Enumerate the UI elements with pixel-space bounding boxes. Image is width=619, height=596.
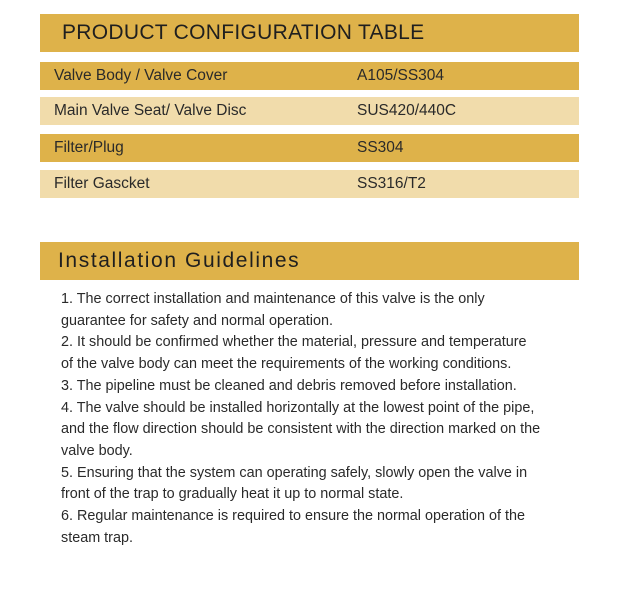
guideline-item: 6. Regular maintenance is required to ensure the normal operation of the steam trap. xyxy=(61,508,525,546)
config-table-row xyxy=(40,170,579,198)
guideline-item: 5. Ensuring that the system can operating safely, slowly open the valve in front of the trap to gradually heat it up to normal state. xyxy=(61,464,528,503)
config-row-label: Filter/Plug xyxy=(54,139,124,156)
config-table-row xyxy=(40,134,579,162)
config-table-row xyxy=(40,97,579,125)
guideline-item: 1. The correct installation and maintenance of this valve is the only guarantee for safety and normal operation. xyxy=(61,291,485,329)
guideline-item: 3. The pipeline must be cleaned and debris removed before installation. xyxy=(61,377,517,394)
config-row-value: SUS420/440C xyxy=(357,102,457,119)
guideline-item: 2. It should be confirmed whether the material, pressure and temperature of the valve body can meet the requirements of the working conditions. xyxy=(61,334,527,373)
installation-header xyxy=(40,242,579,280)
guideline-item: 4. The valve should be installed horizontally at the lowest point of the pipe, and the flow direction should be consistent with the direction marked on the valve body. xyxy=(61,399,541,459)
installation-guidelines-list xyxy=(61,289,541,549)
config-row-value: A105/SS304 xyxy=(357,67,445,84)
config-row-label: Main Valve Seat/ Valve Disc xyxy=(54,102,247,119)
config-table-header xyxy=(40,14,579,52)
installation-title: Installation Guidelines xyxy=(58,249,301,272)
config-row-label: Filter Gascket xyxy=(54,175,150,192)
config-row-value: SS304 xyxy=(357,139,404,156)
config-table-title: PRODUCT CONFIGURATION TABLE xyxy=(62,21,425,44)
config-table-row xyxy=(40,62,579,90)
config-row-label: Valve Body / Valve Cover xyxy=(54,67,228,84)
config-row-value: SS316/T2 xyxy=(357,175,426,192)
